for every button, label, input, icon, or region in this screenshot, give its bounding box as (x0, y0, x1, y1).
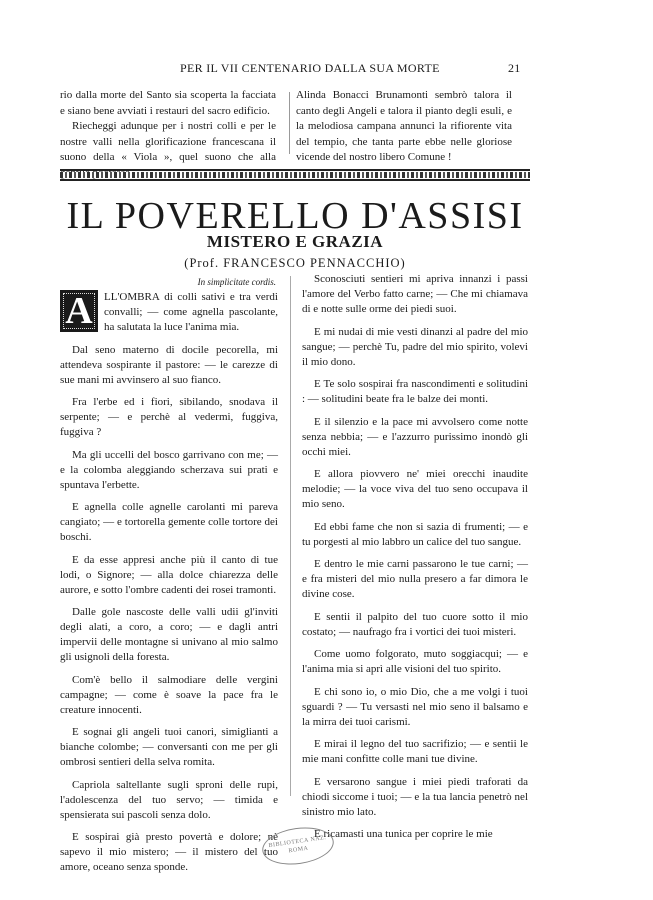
article-author: (Prof. FRANCESCO PENNACCHIO) (184, 256, 406, 270)
verse-paragraph: Sconosciuti sentieri mi apriva innanzi i passi l'amore del Verbo fatto carne; — Che mi chiamava di e notte sulle orme dei piedi suoi. (302, 273, 528, 315)
verse-paragraph: E sentii il palpito del tuo cuore sotto il mio costato; — naufrago fra i vortici dei tuoi misteri. (302, 610, 528, 638)
verse-paragraph: E allora piovvero ne' miei orecchi inaudite melodie; — la voce viva del tuo seno occupava il mio seno. (302, 468, 528, 510)
page-number: 21 (508, 61, 521, 75)
previous-paragraph: Riecheggi adunque per i nostri colli e per le nostre valli nella glorificazione francescana il suono della « Viola », quel suono che alla (60, 120, 276, 163)
verse-paragraph: Dalle gole nascoste delle valli udii gl'inviti degli alati, a coro, a coro; — e dagli antri impervii delle montagne si univano al mio salmo gli usignoli della foresta. (60, 606, 278, 663)
verse-paragraph: E versarono sangue i miei piedi traforati da chiodi siccome i tuoi; — e la tua lancia penetrò nel sinistro mio lato. (302, 775, 528, 818)
verse-paragraph: E agnella colle agnelle carolanti mi pareva cangiato; — e tortorella gemente colle tortore dei boschi. (60, 501, 278, 543)
previous-article-right-column (296, 88, 512, 166)
opening-small-caps: LL'OMBRA (104, 291, 160, 303)
verse-paragraph: E da esse appresi anche più il canto di tue lodi, o Signore; — alla dolce chiarezza delle aurore, e sotto l'ombre cadenti dei rosei tramonti. (60, 553, 278, 596)
previous-paragraph: rio dalla morte del Santo sia scoperta la facciata e siano bene avviati i restauri del sacro edificio. (60, 89, 276, 117)
column-divider (290, 276, 291, 796)
article-subtitle: MISTERO E GRAZIA (206, 232, 384, 251)
verse-paragraph: Capriola saltellante sugli sproni delle rupi, l'adolescenza del tuo servo; — timida e spensierata sui pascoli senza dolo. (60, 778, 278, 821)
verse-paragraph: E chi sono io, o mio Dio, che a me volgi i tuoi sguardi ? — Tu versasti nel mio seno il balsamo e la mirra dei tuoi carismi. (302, 685, 528, 728)
verse-paragraph: E dentro le mie carni passarono le tue carni; — e fra misteri del mio nulla presero a far dimora le divine cose. (302, 558, 528, 600)
previous-paragraph: Alinda Bonacci Brunamonti sembrò talora il canto degli Angeli e talora il pianto degli esuli, e la melodiosa campana annunci la rifiorente vita del tempio, che tanta parte ebbe nelle gloriose vicende del nostro libero Comune ! (296, 89, 512, 163)
verse-paragraph: E il silenzio e la pace mi avvolsero come notte senza nebbia; — e l'azzurro purissimo inondò gli occhi miei. (302, 415, 528, 458)
previous-article-left-column (60, 88, 276, 181)
article-right-column (302, 272, 528, 850)
verse-paragraph: E sognai gli angeli tuoi canori, simiglianti a bianche colombe; — conversanti con me per gli ombrosi sentieri della selva romita. (60, 726, 278, 768)
verse-paragraph: Com'è bello il salmodiare delle vergini campagne; — come è soave la pace fra le creature innocenti. (60, 673, 278, 716)
running-title: PER IL VII CENTENARIO DALLA SUA MORTE (180, 61, 440, 75)
article-left-column (60, 290, 278, 883)
article-title: IL POVERELLO D'ASSISI (66, 195, 524, 237)
verse-paragraph: E mi nudai di mie vesti dinanzi al padre del mio sangue; — perchè Tu, padre del mio spirito, volevi il mio dono. (302, 325, 528, 368)
verse-paragraph: E sospirai già presto povertà e dolore; nè sapevo il mio mistero; — il mistero del tuo amore, oceano senza sponde. (60, 831, 278, 873)
verse-paragraph: E mirai il legno del tuo sacrifizio; — e sentii le mie mani confitte colle mani tue divine. (302, 738, 528, 765)
stamp-text: BIBLIOTECA NAZ. ROMA (268, 835, 327, 855)
ornamental-divider (60, 169, 530, 181)
verse-paragraph: Ma gli uccelli del bosco garrivano con me; — e la colomba aleggiando scherzava sui prati e spuntava l'erbette. (60, 448, 278, 491)
verse-paragraph: Ed ebbi fame che non si sazia di frumenti; — e tu porgesti al mio labbro un calice del tuo sangue. (302, 520, 528, 548)
opening-text: di colli sativi e tra verdi convalli; — come agnella pascolante, ha salutata la luce l'anima mia. (104, 291, 278, 333)
verse-paragraph: Dal seno materno di docile pecorella, mi attendeva sospirante il pastore: — le carezze di sue mani mi avvinsero al suo fianco. (60, 343, 278, 386)
verse-paragraph: E Te solo sospirai fra nascondimenti e solitudini : — solitudini beate fra le balze dei monti. (302, 378, 528, 405)
drop-cap: A (60, 290, 98, 332)
opening-paragraph (60, 290, 278, 335)
epigraph: In simplicitate cordis. (197, 277, 276, 287)
column-divider (289, 92, 290, 154)
verse-paragraph: Fra l'erbe ed i fiori, sibilando, snodava il serpente; — e perchè al vedermi, fuggiva, fuggiva ? (60, 396, 278, 438)
verse-paragraph: E ricamasti una tunica per coprire le mie (314, 828, 493, 840)
verse-paragraph: Come uomo folgorato, muto soggiacqui; — e l'anima mia si aprì alle visioni del tuo spirito. (302, 648, 528, 675)
